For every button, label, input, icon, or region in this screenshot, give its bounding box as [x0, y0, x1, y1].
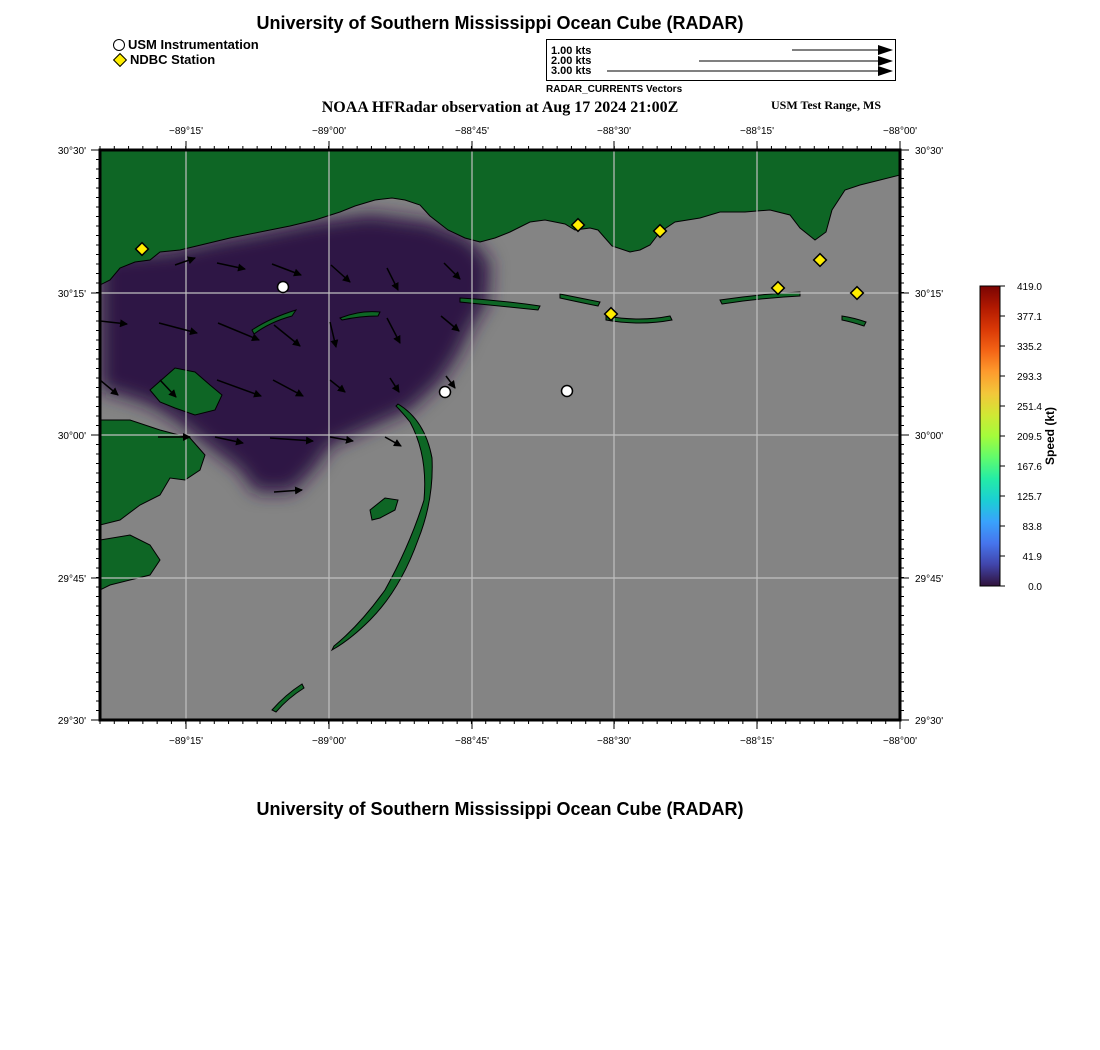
- lon-labels-bottom: [169, 736, 917, 747]
- lon-label: −89°00': [312, 126, 346, 137]
- lat-labels-right: [915, 146, 943, 727]
- colorbar-ticks: [1000, 282, 1042, 593]
- lon-label: −88°00': [883, 126, 917, 137]
- colorbar-tick-label: 293.3: [1016, 372, 1042, 383]
- figure-title: University of Southern Mississippi Ocean Cube (RADAR): [256, 13, 744, 33]
- vector-scale-label-3: 3.00 kts: [551, 65, 592, 77]
- lat-label: 29°30': [915, 716, 944, 727]
- lon-labels-top: [169, 126, 917, 137]
- colorbar-tick-label: 419.0: [1016, 282, 1042, 293]
- lat-label: 29°45': [915, 574, 944, 585]
- lon-label: −88°45': [455, 736, 489, 747]
- lat-label: 30°30': [57, 146, 86, 157]
- usm-instrument-marker: [278, 282, 289, 293]
- colorbar-tick-label: 167.6: [1016, 462, 1042, 473]
- usm-instrument-marker: [562, 386, 573, 397]
- lat-labels-left: [58, 146, 86, 727]
- lon-label: −89°15': [169, 736, 203, 747]
- colorbar-tick-label: 335.2: [1016, 342, 1042, 353]
- lon-label: −88°00': [883, 736, 917, 747]
- observation-subtitle: NOAA HFRadar observation at Aug 17 2024 21:00Z: [321, 99, 679, 116]
- figure-title-bottom: University of Southern Mississippi Ocean Cube (RADAR): [256, 799, 744, 819]
- lat-label: 30°15': [915, 289, 944, 300]
- colorbar-tick-label: 83.8: [1022, 522, 1042, 533]
- vector-scale-caption: RADAR_CURRENTS Vectors: [546, 84, 683, 95]
- lat-label: 29°30': [57, 716, 86, 727]
- usm-instrument-marker: [440, 387, 451, 398]
- colorbar-tick-label: 377.1: [1016, 312, 1042, 323]
- colorbar-tick-label: 125.7: [1016, 492, 1042, 503]
- vector-scale-label-1: 1.00 kts: [551, 45, 592, 57]
- colorbar-label: Speed (kt): [1043, 406, 1057, 466]
- lon-label: −88°30': [597, 736, 631, 747]
- colorbar-ramp: [980, 286, 1000, 586]
- lat-label: 29°45': [57, 574, 86, 585]
- legend-usm-label: USM Instrumentation: [128, 37, 259, 52]
- lat-label: 30°00': [57, 431, 86, 442]
- lat-label: 30°00': [915, 431, 944, 442]
- lon-label: −89°00': [312, 736, 346, 747]
- lon-label: −88°45': [455, 126, 489, 137]
- lon-label: −89°15': [169, 126, 203, 137]
- vector-scale-label-2: 2.00 kts: [551, 55, 592, 67]
- colorbar-tick-label: 209.5: [1016, 432, 1042, 443]
- colorbar-tick-label: 251.4: [1016, 402, 1042, 413]
- legend-ndbc-label: NDBC Station: [130, 52, 216, 67]
- colorbar-tick-label: 0.0: [1028, 582, 1042, 593]
- lon-label: −88°15': [740, 126, 774, 137]
- lon-label: −88°15': [740, 736, 774, 747]
- colorbar: [980, 282, 1057, 593]
- lon-label: −88°30': [597, 126, 631, 137]
- colorbar-tick-label: 41.9: [1022, 552, 1042, 563]
- lat-label: 30°30': [915, 146, 944, 157]
- range-label: USM Test Range, MS: [771, 98, 882, 112]
- lat-label: 30°15': [57, 289, 86, 300]
